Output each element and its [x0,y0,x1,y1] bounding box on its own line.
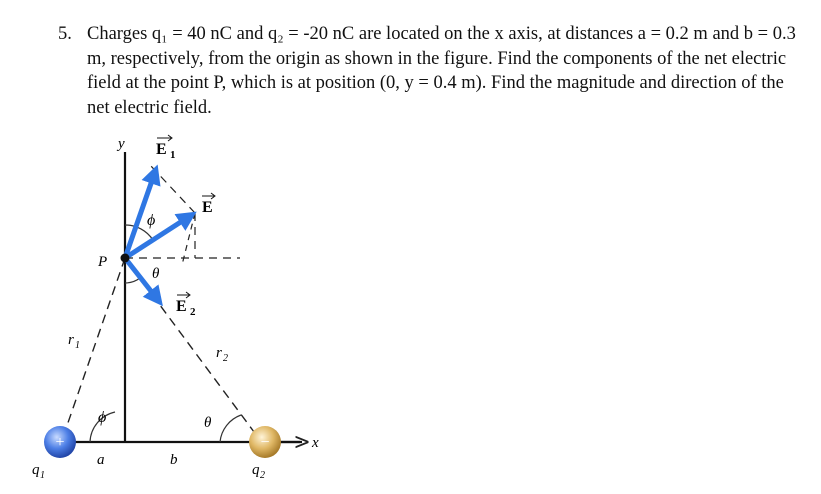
svg-text:2: 2 [223,353,228,364]
a-label: a [97,452,105,468]
svg-text:r: r [68,332,74,348]
minus-sign: − [260,434,270,451]
svg-text:E: E [176,298,187,315]
svg-text:1: 1 [75,340,80,351]
e2-label [176,292,196,318]
r1-label [68,332,80,351]
e1-parallel-dashed-line [150,165,195,213]
e1-label [156,135,176,161]
svg-text:1: 1 [170,149,176,161]
x-axis-label: x [312,435,319,451]
svg-text:2: 2 [260,470,265,481]
phi-bottom-label: ϕ [98,409,107,426]
svg-text:r: r [216,345,222,361]
theta-top-label: θ [152,266,160,282]
svg-text:q: q [32,462,40,478]
q1-label [32,462,45,481]
svg-text:1: 1 [40,470,45,481]
theta-top-arc [125,278,140,283]
point-p-dot [121,254,130,263]
svg-text:E: E [202,199,213,216]
y-axis-label: y [118,136,125,152]
problem-text: Charges q₁ = 40 nC and q₂ = -20 nC are located on the x axis, at distances a = 0.2 m and b = 0.3 m, respectively, from the origin as shown in the figure. Find the components of the net electric field at the point P, which is at position (0, y = 0.4 m). Find the magnitude and direction of the net electric field. [87,24,796,118]
theta-bottom-arc [220,415,241,442]
e-label [202,193,215,216]
r2-label [216,345,228,364]
theta-bottom-label: θ [204,415,212,431]
r1-line [62,258,125,440]
plus-sign: + [55,434,65,451]
point-p-label: P [98,254,108,270]
b-label: b [170,452,178,468]
problem-number: 5. [58,24,72,44]
svg-text:q: q [252,462,260,478]
svg-text:E: E [156,141,167,158]
phi-top-label: ϕ [147,212,156,229]
svg-text:2: 2 [190,306,196,318]
q2-label [252,462,265,481]
